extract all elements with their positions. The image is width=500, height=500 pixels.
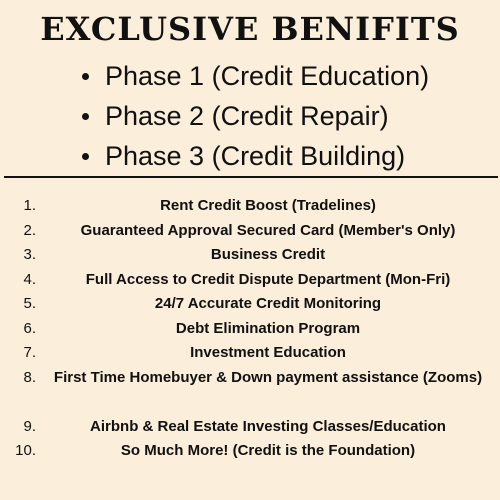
list-item	[0, 317, 500, 342]
list-item	[0, 243, 500, 268]
phase-label: Phase 3 (Credit Building)	[105, 140, 406, 171]
page-title: EXCLUSIVE BENIFITS	[40, 10, 460, 48]
item-number: 6.	[23, 319, 36, 337]
item-text: Airbnb & Real Estate Investing Classes/Education	[90, 417, 446, 435]
phase-label: Phase 2 (Credit Repair)	[105, 100, 389, 131]
item-text: 24/7 Accurate Credit Monitoring	[154, 295, 382, 312]
phase-item	[82, 56, 429, 96]
bullet-icon	[82, 153, 89, 160]
item-text: Guaranteed Approval Secured Card (Member's Only)	[80, 221, 456, 239]
list-item	[0, 194, 500, 219]
item-number: 3.	[23, 246, 36, 263]
list-item	[0, 268, 500, 293]
item-number: 9.	[23, 417, 36, 435]
list-item	[0, 341, 500, 366]
item-number: 2.	[23, 221, 36, 239]
list-item	[0, 415, 500, 440]
item-text: Full Access to Credit Dispute Department (Mon-Fri)	[85, 270, 451, 288]
phase-label: Phase 1 (Credit Education)	[105, 60, 430, 91]
item-number: 5.	[23, 295, 36, 312]
item-number: 7.	[23, 344, 36, 361]
item-text: So Much More! (Credit is the Foundation)	[120, 442, 416, 459]
list-item	[0, 366, 500, 415]
list-item	[0, 439, 500, 464]
phase-item	[82, 136, 429, 176]
item-number: 10.	[15, 442, 36, 459]
phase-item	[82, 96, 429, 136]
bullet-icon	[82, 113, 89, 120]
item-number: 4.	[23, 270, 36, 288]
item-text: Business Credit	[210, 246, 326, 263]
benefit-list	[0, 194, 500, 464]
list-item	[0, 219, 500, 244]
item-number: 1.	[23, 197, 36, 214]
item-number: 8.	[23, 368, 36, 386]
item-text: Investment Education	[190, 344, 346, 361]
list-item	[0, 292, 500, 317]
item-text: First Time Homebuyer & Down payment assistance (Zooms)	[53, 368, 483, 386]
bullet-icon	[82, 73, 89, 80]
phase-list	[82, 56, 429, 176]
item-text: Debt Elimination Program	[175, 319, 361, 337]
item-text: Rent Credit Boost (Tradelines)	[160, 197, 376, 214]
divider	[4, 176, 498, 178]
